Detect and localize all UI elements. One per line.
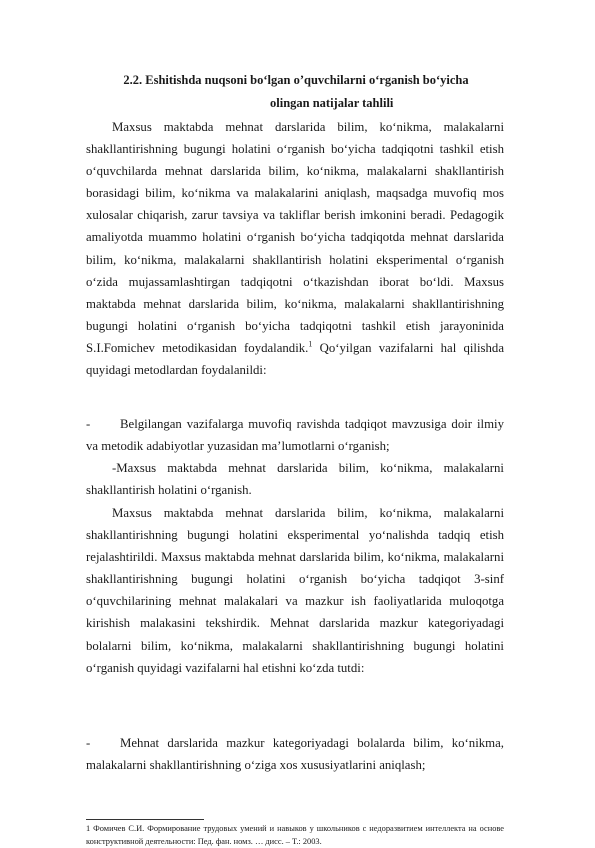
dash-marker: - [86, 417, 91, 431]
section-title: 2.2. Eshitishda nuqsoni bo‘lgan o’quvchilarni o‘rganish bo‘yicha [123, 73, 469, 87]
list-item-methods-2: -Maxsus maktabda mehnat darslarida bilim, ko‘nikma, malakalarni shakllantirish holatini o‘rganish. [86, 461, 504, 498]
paragraph-intro-text: Maxsus maktabda mehnat darslarida bilim, ko‘nikma, malakalarni shakllantirishning bugungi holatini o‘rganish bo‘yicha tadqiqotni tashkil etish o‘quvchilarda mehnat darslarida bilim, ko‘nikma, malakalarni shakllantirish borasidagi bilim, ko‘nikma va malakalarini aniqlash, maqsadga muvofiq mos xulosalar chiqarish, zarur tavsiya va takliflar berish imkonini beradi. Pedagogik amaliyotda muammo holatini o‘rganish bo‘yicha tadqiqotda mehnat darslarida bilim, ko‘nikma, malakalarni shakllantirish holatini eksperimental o‘rganish o‘zida mujassamlashtirgan tadqiqotni o‘tkazishdan iborat bo‘ldi. Maxsus maktabda mehnat darslarida bilim, ko‘nikma, malakalarni shakllantirishning bugungi holatini o‘rganish bo‘yicha tadqiqotni tashkil etish jarayoninida S.I.Fomichev metodikasidan foydalandik. [86, 120, 504, 355]
paragraph-intro [86, 116, 504, 381]
footnote [86, 822, 504, 848]
section-title-line2: olingan natijalar tahlili [270, 96, 394, 110]
list-item-methods-1 [86, 413, 504, 457]
dash-marker: - [86, 736, 91, 750]
list-item-text: Belgilangan vazifalarga muvofiq ravishda tadqiqot mavzusiga doir ilmiy va metodik adabiyotlar yuzasidan ma’lumotlarni o‘rganish; [86, 417, 504, 454]
paragraph-intro-tail: Qo‘yilgan vazifalarni hal qilishda quyidagi metodlardan foydalanildi: [86, 340, 504, 378]
footnote-ref[interactable]: 1 [308, 339, 313, 349]
footnote-number: 1 [86, 824, 91, 833]
footnote-divider [86, 819, 204, 820]
footnote-text: Фомичев С.И. Формирование трудовых умений и навыков у школьников с недоразвитием интеллекта на основе конструктивной деятельности: Пед. фан. номз. … дисс. – Т.: 2003. [86, 824, 505, 846]
paragraph-research: Maxsus maktabda mehnat darslarida bilim, ko‘nikma, malakalarni shakllantirishning bugungi holatini eksperimental yo‘nalishda tadqiq etish rejalashtirildi. Maxsus maktabda mehnat darslarida bilim, ko‘nikma, malakalarni shakllantirishning bugungi holatini o‘rganish bo‘yicha tadqiqot 3-sinf o‘quvchilarining mehnat malakalari va mazkur ish faoliyatlarida muloqotga kirishish malakasini tekshirdik. Mehnat darslarida mazkur kategoriyadagi bolalarni bilim, ko‘nikma, malakalarni shakllantirishning bugungi holatini o‘rganish quyidagi vazifalarni hal etishni ko‘zda tutdi: [86, 506, 504, 675]
list-item-text: Mehnat darslarida mazkur kategoriyadagi bolalarda bilim, ko‘nikma, malakalarni shakllantirishning o‘ziga xos xususiyatlarini aniqlash; [86, 736, 504, 773]
list-item-tasks-1 [86, 732, 504, 776]
